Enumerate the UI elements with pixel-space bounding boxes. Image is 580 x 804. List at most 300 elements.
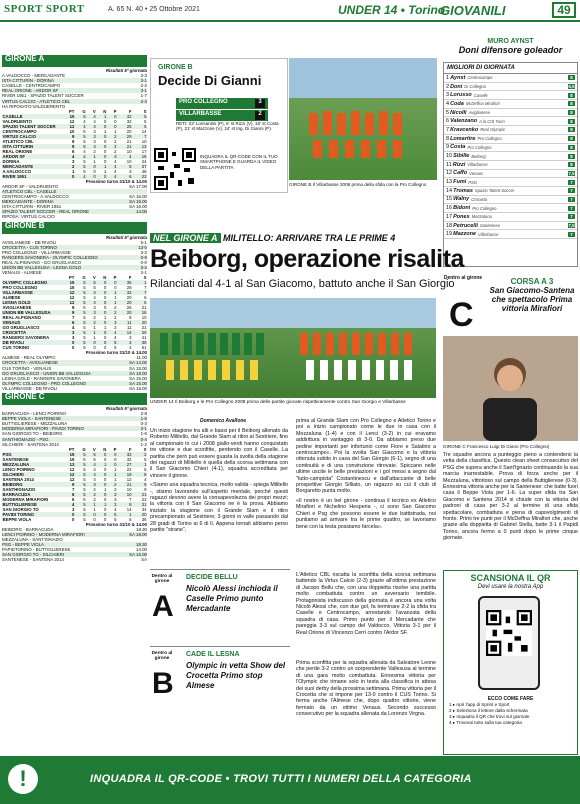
player-photo-image bbox=[443, 336, 578, 441]
table-cell: 0 bbox=[104, 320, 107, 326]
player-grade: 7 bbox=[568, 214, 575, 219]
table-cell: 4 bbox=[114, 168, 117, 174]
table-cell: 3 bbox=[93, 310, 96, 316]
table-cell: CENTROCAMPO bbox=[2, 128, 37, 134]
player-rank: 14 bbox=[446, 187, 453, 194]
standings-header-cell: F bbox=[128, 446, 132, 452]
table-cell: 0 bbox=[71, 340, 75, 346]
table-cell: 2 bbox=[93, 148, 96, 154]
qr-code-icon[interactable] bbox=[154, 148, 196, 190]
table-cell: 3 bbox=[93, 133, 96, 139]
corsa-title: San Giacomo-Santena che spettacolo Prima vittoria Mirafiori bbox=[489, 286, 575, 313]
qr-step: 2 ▸ Seleziona il lettore dalla schermata bbox=[449, 708, 528, 713]
table-cell: 32 bbox=[126, 451, 132, 457]
article-kicker bbox=[150, 233, 395, 243]
player-rank: 13 bbox=[446, 179, 453, 186]
table-cell: 5 bbox=[83, 325, 86, 331]
table-cell: 1 bbox=[93, 325, 96, 331]
player-grade: 8 bbox=[568, 119, 575, 124]
article-paragraph: «Il nostro è un bel girone - continua il tecnico ex Atletico Mirafiori e Nichelino Hesperia -, ci sono San Giacomo Chieri e Psg che possono essere le due battistrada, noi puntiamo ad arrivare tra le prime quattro, se lavoriamo bene con la testa possiamo farcela». bbox=[296, 497, 436, 530]
table-cell: 4 bbox=[93, 461, 96, 467]
match-box-title: Decide Di Gianni bbox=[158, 73, 262, 88]
qr-instructions: INQUADRA IL QR-CODE CON IL TUO SMARTPHONE E GUARDA IL VIDEO DELLA PARTITA bbox=[200, 154, 278, 170]
table-cell: 2 bbox=[71, 163, 75, 169]
table-cell: SANTENESE bbox=[2, 456, 29, 462]
table-cell: 4 bbox=[93, 295, 96, 301]
article-column-1 bbox=[150, 428, 288, 534]
table-cell: 0 bbox=[114, 451, 117, 457]
player-rank: 1 bbox=[446, 74, 450, 81]
table-cell: 4 bbox=[114, 163, 117, 169]
table-cell: DB RIVOLI bbox=[2, 340, 25, 346]
match-teams: BARRACUDA - LENCI POIRINO bbox=[2, 411, 66, 417]
match-teams: RANGERS SAVONERA - OLYMPIC COLLEGNO bbox=[2, 254, 98, 260]
match-score: 13-0 bbox=[138, 244, 147, 250]
player-name: Petrucelli bbox=[453, 222, 478, 229]
match-score: 2-2 bbox=[140, 83, 147, 89]
list-item bbox=[444, 74, 577, 83]
table-cell: 7 bbox=[144, 290, 147, 296]
table-cell: 0 bbox=[104, 335, 107, 341]
table-cell: 1 bbox=[114, 476, 117, 482]
match-score: 2-1 bbox=[140, 270, 147, 276]
table-cell: 0 bbox=[104, 118, 107, 124]
table-cell: 5 bbox=[83, 330, 86, 336]
standings-header-cell: PT bbox=[68, 446, 75, 452]
article-paragraph: prima al Grande Slam con Pro Collegno e Atletico Torino e poi a inizio campionato come le due in casa con il Mezzaluna (1-4) e con il Lenci (3-2) in cui eravamo addirittura in vantaggio di 3-0. Da abbiamo preso due pedine importanti per infortunio come Fiore e Salatino a centrocampo». Poi la svolta San Giacomo e la vittoria ottenuta subito in casa del San Giorgio (6-1), segno di una continuità e di una convinzione ritrovate. Spiccano nelle ultime uscite le belle prestazioni e i gol messi a segno dal "tutto-campista" Costantinescu e dall'attaccante di belle prospettive Giorgio Silliato, un ragazzo su cui il club di Borgaretto punta molto. bbox=[296, 418, 436, 495]
table-cell: 27 bbox=[126, 461, 132, 467]
table-cell: 0 bbox=[104, 295, 107, 301]
table-cell: RIVER 1951 bbox=[2, 173, 27, 179]
fixture-time: SA bbox=[141, 557, 147, 563]
table-cell: 1 bbox=[93, 501, 96, 507]
fixture-row bbox=[2, 214, 147, 219]
article-photo-caption: UNDER 14 Il Beiborg e le Pro Collegno 2008 prima delle partite giocate rispettivamente contro San Giorgio e Villarbasse bbox=[150, 400, 406, 405]
standings-header-cell: N bbox=[103, 275, 107, 281]
article-paragraph: Un inizio stagione tra alti e bassi per il Beiborg allenato da Roberto Militello, dal Grande Slam al ritiro al Sestriere, fino al campionato in cui i 2008 giallo-verdi hanno conquistato tre vittorie e due sconfitte, perdendo con il Caselle. La partita che però può essere guasta la svolta della stagione dei ragazzi di Militello è quella della scorsa settimana con il San Giacomo Chieri (4-1), squadra accreditata per vincere il girone. bbox=[150, 428, 288, 479]
player-team: Mezzaluna bbox=[471, 214, 492, 220]
table-cell: 1 bbox=[104, 501, 107, 507]
team-score: 2 bbox=[255, 111, 265, 120]
table-cell: 1 bbox=[93, 153, 96, 159]
player-rank: 2 bbox=[446, 83, 450, 90]
table-cell: 1 bbox=[93, 330, 96, 336]
table-cell: 0 bbox=[104, 340, 107, 346]
article-headline: Beiborg, operazione risalita bbox=[150, 245, 464, 273]
table-cell: 0 bbox=[104, 481, 107, 487]
table-cell: 0 bbox=[104, 506, 107, 512]
table-cell: 5 bbox=[114, 345, 117, 351]
table-cell: 0 bbox=[104, 476, 107, 482]
table-cell: 6 bbox=[71, 320, 75, 326]
table-cell: A.VALDOCCO bbox=[2, 168, 32, 174]
table-cell: 2 bbox=[93, 320, 96, 326]
table-cell: 11 bbox=[127, 320, 132, 326]
table-cell: 37 bbox=[141, 163, 147, 169]
player-team: Venaus bbox=[469, 170, 484, 176]
player-subtitle: Doni difensore goleador bbox=[458, 45, 563, 55]
table-cell: 10 bbox=[126, 491, 132, 497]
table-cell: 0 bbox=[71, 516, 75, 522]
table-cell: 1 bbox=[114, 128, 117, 134]
match-teams: ISTA CITTURIN - DORINA bbox=[2, 78, 54, 84]
table-cell: 2 bbox=[114, 148, 117, 154]
girone-c-section bbox=[2, 393, 147, 563]
girone-a-section bbox=[2, 55, 147, 220]
player-grade: 7,5 bbox=[568, 170, 575, 176]
table-cell: 6 bbox=[144, 300, 147, 306]
match-score: 1-2 bbox=[140, 441, 147, 447]
standings-header-cell: PT bbox=[68, 108, 75, 114]
table-cell: 3 bbox=[114, 491, 117, 497]
player-rank: 4 bbox=[446, 100, 450, 107]
table-cell: 2 bbox=[93, 486, 96, 492]
table-cell: 25 bbox=[126, 123, 132, 129]
table-cell: 20 bbox=[141, 320, 147, 326]
player-rank: 19 bbox=[446, 231, 453, 238]
table-cell: 4 bbox=[129, 340, 132, 346]
table-cell: 0 bbox=[104, 310, 107, 316]
table-cell: 5 bbox=[83, 128, 86, 134]
table-cell: 20 bbox=[141, 330, 147, 336]
standings-header-cell: V bbox=[92, 108, 96, 114]
fixture-teams: LESNA GOLD - RANGERS SAVONERA bbox=[2, 375, 81, 381]
player-rank: 9 bbox=[446, 144, 450, 151]
table-cell: 1 bbox=[71, 168, 75, 174]
table-cell: 6 bbox=[129, 516, 132, 522]
player-rank: 16 bbox=[446, 205, 453, 212]
player-rank: 15 bbox=[446, 196, 453, 203]
table-cell: 5 bbox=[129, 163, 132, 169]
list-item bbox=[444, 204, 577, 213]
table-cell: 4 bbox=[129, 153, 132, 159]
table-cell: 4 bbox=[83, 118, 86, 124]
results-label: Risultati 5ª giornata bbox=[105, 406, 147, 411]
table-cell: 29 bbox=[126, 133, 132, 139]
player-team: Centrocampo bbox=[467, 75, 493, 81]
table-cell: 9 bbox=[144, 486, 147, 492]
list-item bbox=[444, 170, 577, 179]
table-cell: 2 bbox=[114, 310, 117, 316]
standings-header-cell: S bbox=[143, 446, 147, 452]
fixture-time: SA 15.00 bbox=[129, 552, 147, 558]
table-cell: 5 bbox=[93, 280, 96, 286]
table-cell: 3 bbox=[114, 325, 117, 331]
match-teams: REAL ORIONE - ARDOR SF bbox=[2, 88, 59, 94]
girone-b-tag: CADE IL LESNA bbox=[186, 651, 240, 658]
table-cell: 1 bbox=[104, 461, 107, 467]
table-cell: 10 bbox=[126, 158, 132, 164]
table-cell: 4 bbox=[93, 466, 96, 472]
table-cell: VILLARBASSE bbox=[2, 290, 33, 296]
table-cell: 5 bbox=[83, 506, 86, 512]
table-cell: LENCI POIRINO bbox=[2, 466, 35, 472]
match-teams: RIVER 1951 - SPAZIO TALENT SOCCER bbox=[2, 93, 84, 99]
table-cell: 0 bbox=[71, 511, 75, 517]
table-cell: 21 bbox=[126, 138, 132, 144]
table-cell: 10 bbox=[141, 138, 147, 144]
table-cell: AVIGLIANESE bbox=[2, 305, 32, 311]
list-item bbox=[444, 213, 577, 222]
player-grade: 8 bbox=[568, 154, 575, 159]
match-teams: REAL ALPIGNANO - GO GRUGLIASCO bbox=[2, 259, 82, 265]
table-cell: 5 bbox=[83, 163, 86, 169]
match-score: 3-1 bbox=[140, 426, 147, 432]
table-cell: 1 bbox=[104, 168, 107, 174]
table-cell: SPAZIO TALENT SOCCER bbox=[2, 123, 56, 129]
player-name: Doni bbox=[450, 83, 463, 90]
girone-c-letter: C bbox=[449, 296, 474, 334]
table-cell: 12 bbox=[69, 295, 75, 301]
table-cell: REAL ALPIGNANO bbox=[2, 315, 41, 321]
table-cell: 5 bbox=[83, 345, 86, 351]
table-cell: 9 bbox=[71, 310, 75, 316]
table-cell: 48 bbox=[141, 168, 147, 174]
table-cell: 1 bbox=[114, 300, 117, 306]
table-cell: 0 bbox=[104, 143, 107, 149]
match-teams: HA RIPOSATO:VALDUERENTO bbox=[2, 103, 66, 109]
match-score: 3-2 bbox=[140, 265, 147, 271]
best-players-title: MIGLIORI DI GIORNATA bbox=[444, 63, 577, 74]
table-cell: 0 bbox=[104, 471, 107, 477]
table-cell: RANGERS SAVONERA bbox=[2, 335, 50, 341]
table-cell: 0 bbox=[104, 133, 107, 139]
table-cell: 6 bbox=[144, 295, 147, 301]
table-cell: 0 bbox=[114, 456, 117, 462]
table-cell: 41 bbox=[141, 335, 147, 341]
fixture-time: 14.00 bbox=[136, 209, 147, 215]
table-cell: 5 bbox=[83, 158, 86, 164]
table-cell: ARDOR SF bbox=[2, 153, 25, 159]
list-item bbox=[444, 178, 577, 187]
standings-header-cell: N bbox=[103, 446, 107, 452]
issue-info: A. 65 N. 40 • 25 Ottobre 2021 bbox=[108, 6, 200, 13]
player-name: Walny bbox=[453, 196, 470, 203]
table-cell: 15 bbox=[69, 456, 75, 462]
table-cell: 1 bbox=[93, 506, 96, 512]
table-cell: 0 bbox=[104, 330, 107, 336]
player-name: Caffo bbox=[453, 170, 468, 177]
footer-text: INQUADRA IL QR-CODE • TROVI TUTTI I NUMERI DELLA CATEGORIA bbox=[90, 773, 472, 785]
table-cell: 5 bbox=[83, 290, 86, 296]
standings-table bbox=[2, 447, 147, 522]
table-cell: 14 bbox=[126, 330, 132, 336]
table-cell: 5 bbox=[83, 511, 86, 517]
table-cell: 14 bbox=[141, 128, 147, 134]
table-cell: 15 bbox=[69, 280, 75, 286]
fixture-teams: PSG - BEPPE VIOLA bbox=[2, 542, 44, 548]
fixture-time: 18.30 bbox=[136, 526, 147, 532]
corsa-text: Tre squadre ancora a punteggio pieno a contendersi la vetta della classifica. Questo clean sheet consecutivo del PSG che supera anche il Sant'Ignazio continuando la sua marcia inarrestabile. Prova di forza anche per il Mezzaluna, vittorioso sul campo della Buttiglierese (0-3). Ennesima vittoria anche per la Santenese: che batte fuori casa il Beppe Viola per 1-6. La super sfida tra San Giacomo e Santena 2014 si chiude con la vittoria del padroni di casa per 3-2 al termine di una sfida spettacolare, combattuta e piena di capovolgimenti di fronte. Primi tre punti per il McDeffna Mirafiori che, anche grazie alla doppietta di Gabriel Stella, batte 3-1 il Papidi Torino, ancora fermo a 0 punti dopo le prime cinque giornate. bbox=[443, 452, 578, 542]
table-cell: 1 bbox=[104, 113, 107, 119]
table-cell: 0 bbox=[114, 123, 117, 129]
match-score: 1-6 bbox=[140, 431, 147, 437]
table-cell: MERCADANTE bbox=[2, 163, 34, 169]
fixture-teams: MERCADANTE - DORINA bbox=[2, 199, 54, 205]
table-cell: ISTA CITTURIN bbox=[2, 143, 34, 149]
table-cell: 0 bbox=[114, 461, 117, 467]
results-label: Risultati 5ª giornata bbox=[105, 68, 147, 73]
team-score: 3 bbox=[255, 99, 265, 108]
player-name: Costa bbox=[450, 144, 466, 151]
fixture-time: SA 17.00 bbox=[129, 183, 147, 189]
girone-a-letter: A bbox=[152, 590, 174, 623]
table-cell: 5 bbox=[83, 320, 86, 326]
table-cell: 0 bbox=[114, 118, 117, 124]
table-cell: 42 bbox=[126, 113, 132, 119]
match-teams: BUTTIGLIERESE - MEZZALUNA bbox=[2, 421, 68, 427]
table-cell: VIRTUS CALCIO bbox=[2, 133, 36, 139]
table-cell: 1 bbox=[114, 466, 117, 472]
list-item bbox=[444, 109, 577, 118]
table-cell: 7 bbox=[71, 486, 75, 492]
player-grade: 8 bbox=[568, 101, 575, 106]
table-cell: 0 bbox=[104, 173, 107, 179]
table-cell: 0 bbox=[104, 466, 107, 472]
table-cell: MEZZALUNA bbox=[2, 461, 30, 467]
table-cell: 5 bbox=[93, 451, 96, 457]
player-rank: 8 bbox=[446, 135, 450, 142]
table-cell: 32 bbox=[126, 290, 132, 296]
table-cell: 26 bbox=[126, 305, 132, 311]
best-players-list bbox=[444, 74, 577, 239]
table-cell: 20 bbox=[126, 310, 132, 316]
table-cell: 0 bbox=[93, 345, 96, 351]
player-grade: 8 bbox=[568, 127, 575, 132]
girone-b-label: Dentro al girone bbox=[151, 651, 173, 661]
table-cell: 4 bbox=[93, 471, 96, 477]
match-teams: SILCHIERI - SANTENA 2014 bbox=[2, 441, 59, 447]
fixture-time: SA 15.00 bbox=[129, 199, 147, 205]
match-score: 3-1 bbox=[140, 88, 147, 94]
table-cell: OLYMPIC COLLEGNO bbox=[2, 280, 48, 286]
kicker-tag: NEL GIRONE A bbox=[150, 233, 221, 243]
player-team: Aviglianese bbox=[468, 110, 490, 116]
table-cell: PAVIDI TORINO bbox=[2, 511, 35, 517]
table-cell: 23 bbox=[141, 496, 147, 502]
table-cell: 4 bbox=[114, 330, 117, 336]
player-grade: 7 bbox=[568, 197, 575, 202]
fixture-time: 11.00 bbox=[136, 355, 147, 361]
girone-a-box bbox=[150, 569, 290, 637]
fixture-teams: ALMESE - REAL OLYMPIC bbox=[2, 355, 56, 361]
girone-b-title: Olympic in vetta Show del Crocetta Primo stop Almese bbox=[186, 661, 286, 690]
qr-promo-subtitle: Devi usare la nostra App bbox=[477, 584, 544, 590]
article-deck: Rilanciati dal 4-1 al San Giacomo, battuto anche il San Giorgio bbox=[150, 278, 455, 290]
table-cell: 7 bbox=[71, 315, 75, 321]
table-cell: 5 bbox=[83, 486, 86, 492]
table-cell: 12 bbox=[69, 300, 75, 306]
standings-header-cell: V bbox=[92, 446, 96, 452]
table-cell: 1 bbox=[93, 335, 96, 341]
table-cell: 5 bbox=[83, 340, 86, 346]
table-cell: 5 bbox=[83, 491, 86, 497]
table-cell: 5 bbox=[83, 138, 86, 144]
match-teams: CASELLE - CENTROCAMPO bbox=[2, 83, 61, 89]
table-cell: 12 bbox=[126, 476, 132, 482]
table-cell: 0 bbox=[104, 280, 107, 286]
next-round-label: Prossimo turno 31/10 & 14.00 bbox=[85, 178, 147, 184]
table-cell: 3 bbox=[114, 501, 117, 507]
table-cell: 0 bbox=[93, 173, 96, 179]
table-cell: 9 bbox=[71, 138, 75, 144]
table-cell: 7 bbox=[144, 285, 147, 291]
player-name: Tromas bbox=[453, 187, 473, 194]
list-item bbox=[444, 152, 577, 161]
table-cell: 5 bbox=[83, 305, 86, 311]
table-cell: 0 bbox=[104, 290, 107, 296]
table-cell: 13 bbox=[69, 461, 75, 467]
fixture-teams: SANTENESE - SANTENA 2014 bbox=[2, 557, 64, 563]
list-item bbox=[444, 117, 577, 126]
table-cell: 4 bbox=[114, 335, 117, 341]
player-team: Pro Collegno bbox=[477, 136, 502, 142]
table-cell: 5 bbox=[144, 113, 147, 119]
table-cell: 12 bbox=[69, 466, 75, 472]
table-cell: 2 bbox=[114, 138, 117, 144]
team-photo bbox=[289, 58, 437, 180]
player-grade: 8 bbox=[568, 93, 575, 98]
table-cell: 0 bbox=[104, 496, 107, 502]
team-photo-image bbox=[289, 58, 437, 180]
standings-header-cell: F bbox=[128, 108, 132, 114]
table-cell: 10 bbox=[126, 486, 132, 492]
match-score: 3-1 bbox=[140, 78, 147, 84]
table-cell: PRO COLLEGNO bbox=[2, 285, 38, 291]
table-cell: 4 bbox=[93, 290, 96, 296]
match-score: 2-3 bbox=[140, 98, 147, 104]
table-cell: 34 bbox=[141, 506, 147, 512]
table-cell: 14 bbox=[126, 506, 132, 512]
girone-a-title: Nicolò Alessi inchioda il Caselle Primo punto Mercadante bbox=[186, 584, 278, 613]
player-photo-caption: GIRONE C Francesco Luigi Di Giano (Pro Collegno) bbox=[443, 444, 550, 449]
table-cell: 23 bbox=[141, 173, 147, 179]
table-cell: 13 bbox=[141, 143, 147, 149]
qr-code-icon[interactable] bbox=[486, 610, 532, 656]
table-cell: 5 bbox=[144, 466, 147, 472]
table-cell: 3 bbox=[71, 330, 75, 336]
table-cell: 4 bbox=[129, 345, 132, 351]
table-cell: 0 bbox=[104, 158, 107, 164]
table-cell: 10 bbox=[126, 148, 132, 154]
match-teams: PRO COLLEGNO - VILLARBASSE bbox=[2, 249, 71, 255]
table-cell: 5 bbox=[114, 516, 117, 522]
table-cell: 1 bbox=[114, 295, 117, 301]
fixture-teams: MEZZALUNA - SANT'IGNAZIO bbox=[2, 537, 63, 543]
fixture-time: SA 18.00 bbox=[129, 370, 147, 376]
player-team: A la CIS Turin bbox=[479, 118, 505, 124]
player-name: Sibille bbox=[453, 153, 470, 160]
player-team: Beiborg bbox=[471, 153, 486, 159]
next-round-label: Prossimo turno 31/10 & 14.00 bbox=[85, 521, 147, 527]
table-cell: 9 bbox=[71, 133, 75, 139]
player-grade: 8 bbox=[568, 162, 575, 167]
table-cell: 8 bbox=[129, 501, 132, 507]
fixture-teams: ISTA CITTURIN - RIVER 1951 bbox=[2, 204, 62, 210]
girone-title: GIRONE B bbox=[2, 222, 147, 234]
player-team: Di Collegno bbox=[464, 84, 486, 90]
player-rank: 10 bbox=[446, 153, 453, 160]
player-feature bbox=[443, 38, 578, 55]
match-score: 1-6 bbox=[140, 416, 147, 422]
qr-steps-title: ECCO COME FARE bbox=[487, 696, 534, 702]
table-cell: 3 bbox=[71, 506, 75, 512]
girone-a-text: L'Atletico CBL riscatta la sconfitta della scorsa settimana battendo la Virtus Calcio (2-3) grazie all'ottima prestazione di Jacopo Bellu che, con una doppietta risolve una partita molto combattuta contro un avversario temibile. Protagonista indiscusso della giornata è ancora una volta Nicolò Alessi che, con due gol, fa terminare 2-2 la sfida tra Caselle e Centrocampo, arrestando l'avanzata della squadra di casa. Primo punto per il Mercadante che pareggia 3-3 sul campo del Valdocco. Vittoria 3-1 per il Real Orione di Vincenzo Cerri contro l'Ardor SF. bbox=[296, 572, 436, 636]
list-item bbox=[444, 230, 577, 239]
table-cell: 4 bbox=[71, 325, 75, 331]
table-cell: 4 bbox=[83, 148, 86, 154]
fixture-time: SA 15.00 bbox=[129, 365, 147, 371]
